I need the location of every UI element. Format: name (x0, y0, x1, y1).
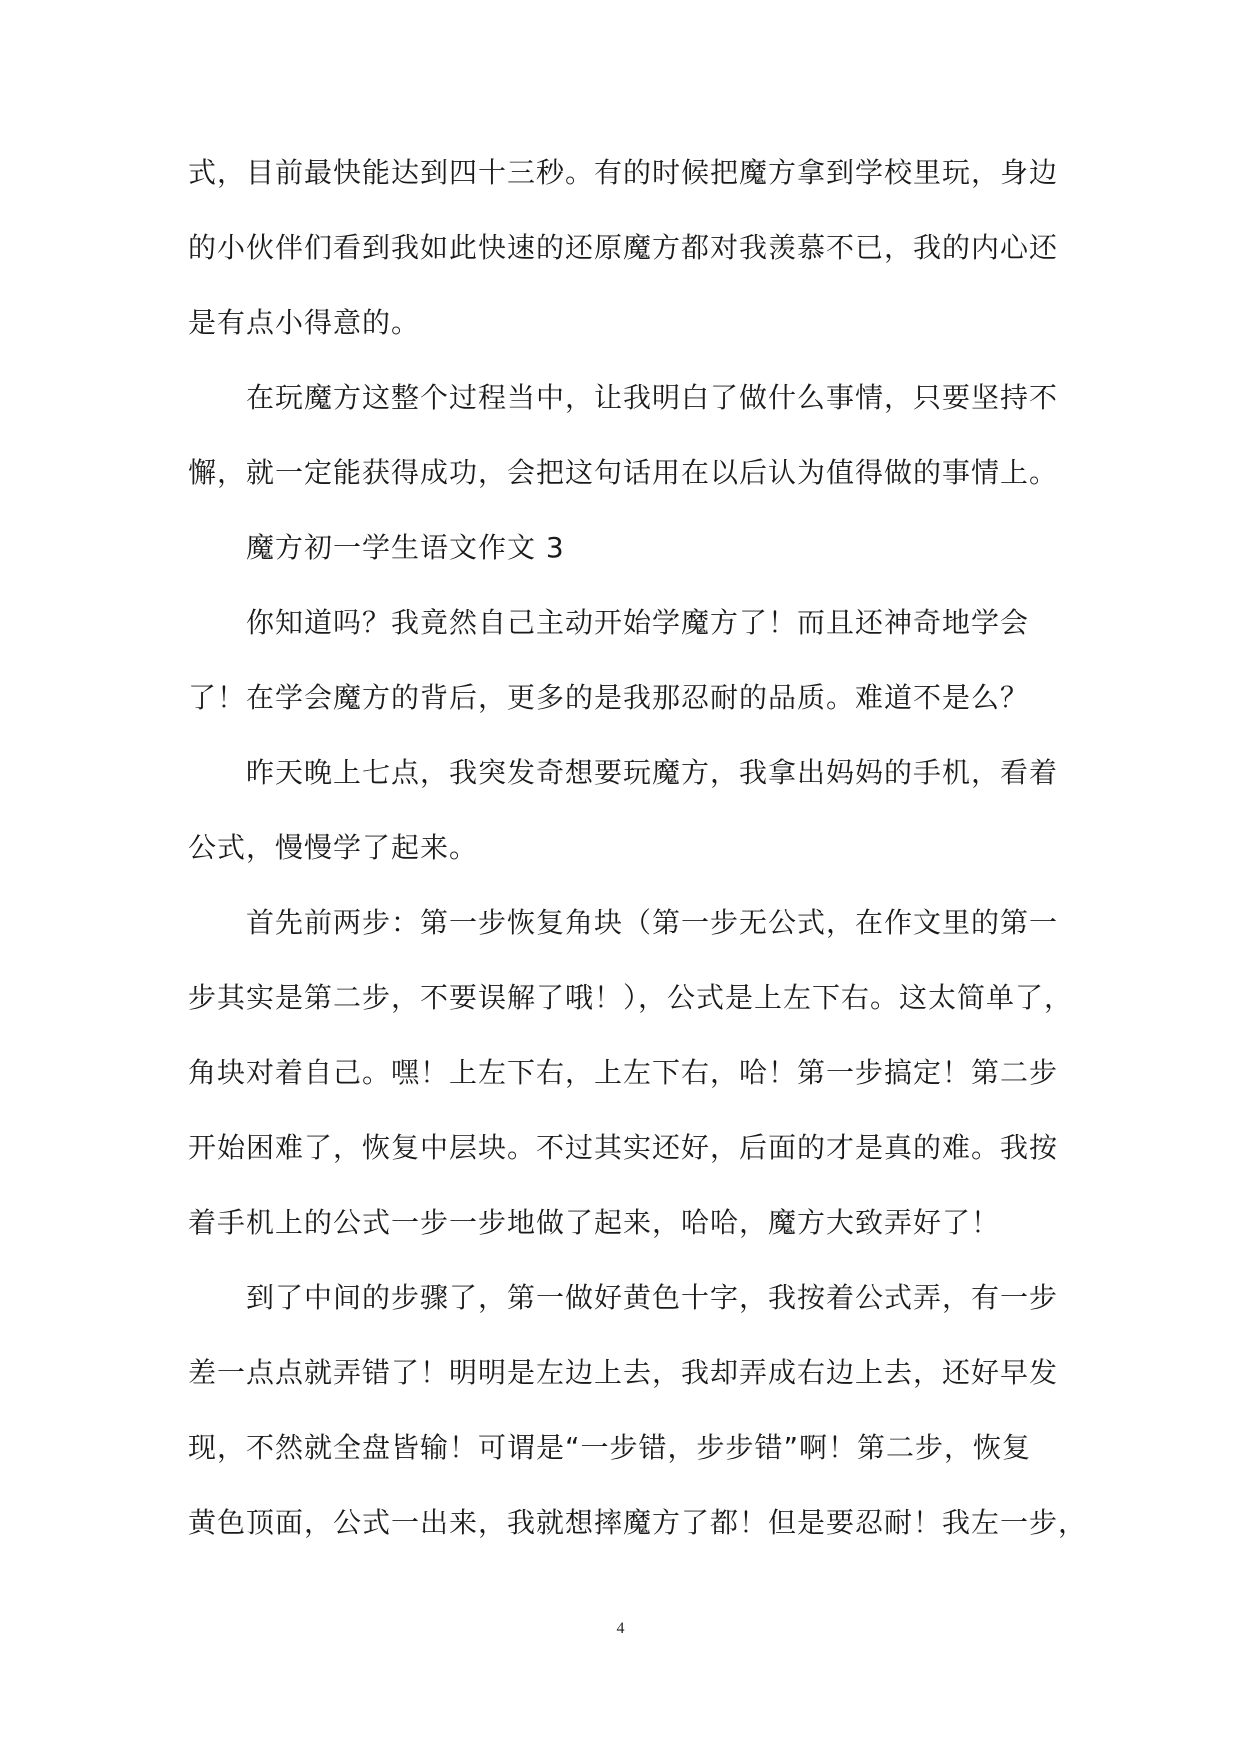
text-line: 着手机上的公式一步一步地做了起来，哈哈，魔方大致弄好了！ (188, 1206, 1001, 1239)
text-line: 懈，就一定能获得成功，会把这句话用在以后认为值得做的事情上。 (188, 456, 1059, 489)
text-line: 的小伙伴们看到我如此快速的还原魔方都对我羡慕不已，我的内心还 (188, 231, 1059, 264)
text-line: 了！在学会魔方的背后，更多的是我那忍耐的品质。难道不是么？ (188, 681, 1030, 714)
text-line: 是有点小得意的。 (188, 306, 421, 339)
paragraph-start-line: 昨天晚上七点，我突发奇想要玩魔方，我拿出妈妈的手机，看着 (246, 756, 1059, 789)
text-line: 黄色顶面，公式一出来，我就想摔魔方了都！但是要忍耐！我左一步， (188, 1506, 1088, 1539)
document-body (188, 135, 1088, 1560)
text-line: 步其实是第二步，不要误解了哦！），公式是上左下右。这太简单了， (188, 981, 1074, 1014)
paragraph-start-line: 到了中间的步骤了，第一做好黄色十字，我按着公式弄，有一步 (246, 1281, 1059, 1314)
paragraph-start-line: 首先前两步：第一步恢复角块（第一步无公式，在作文里的第一 (246, 906, 1059, 939)
text-line: 开始困难了，恢复中层块。不过其实还好，后面的才是真的难。我按 (188, 1131, 1059, 1164)
text-line: 公式，慢慢学了起来。 (188, 831, 479, 864)
text-line: 差一点点就弄错了！明明是左边上去，我却弄成右边上去，还好早发 (188, 1356, 1059, 1389)
paragraph-start-line: 在玩魔方这整个过程当中，让我明白了做什么事情，只要坚持不 (246, 381, 1059, 414)
text-line: 角块对着自己。嘿！上左下右，上左下右，哈！第一步搞定！第二步 (188, 1056, 1059, 1089)
text-line: 式，目前最快能达到四十三秒。有的时候把魔方拿到学校里玩，身边 (188, 156, 1059, 189)
page-number: 4 (616, 1620, 625, 1637)
section-heading: 魔方初一学生语文作文 3 (246, 531, 565, 564)
paragraph-start-line: 你知道吗？我竟然自己主动开始学魔方了！而且还神奇地学会 (246, 606, 1030, 639)
text-line: 现，不然就全盘皆输！可谓是“一步错，步步错”啊！第二步，恢复 (188, 1431, 1032, 1464)
